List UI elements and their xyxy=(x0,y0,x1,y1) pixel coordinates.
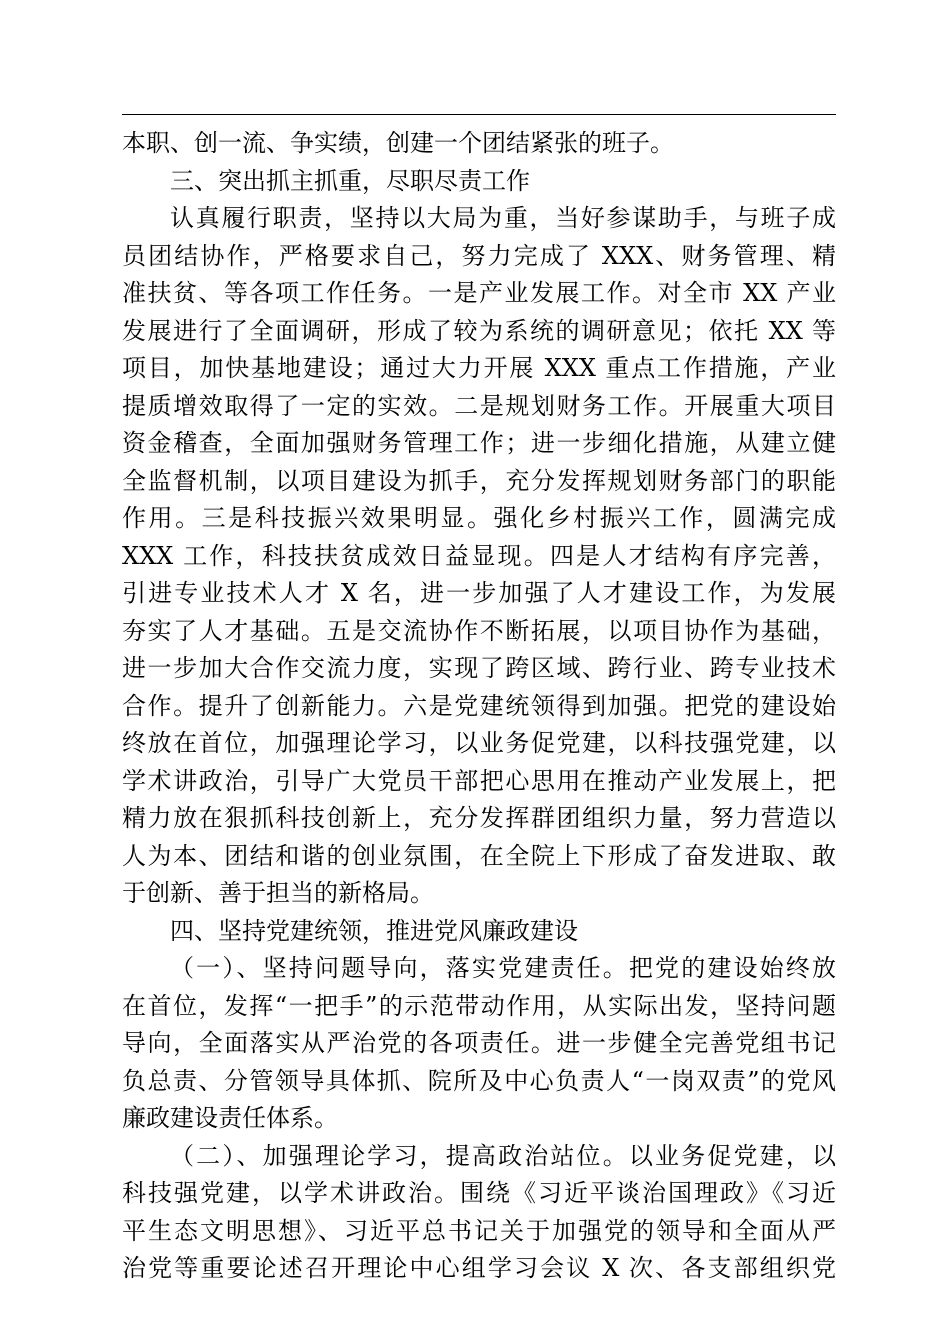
text-line: 项目，加快基地建设；通过大力开展 XXX 重点工作措施，产业 xyxy=(122,354,836,382)
text-line: 夯实了人才基础。五是交流协作不断拓展，以项目协作为基础， xyxy=(122,616,836,645)
text-line: 平生态文明思想》、习近平总书记关于加强党的领导和全面从严 xyxy=(122,1216,836,1245)
text-line: 引进专业技术人才 X 名，进一步加强了人才建设工作，为发展 xyxy=(122,579,836,607)
text-line: 人为本、团结和谐的创业氛围，在全院上下形成了奋发进取、敢 xyxy=(122,841,836,870)
text-line: 全监督机制，以项目建设为抓手，充分发挥规划财务部门的职能 xyxy=(122,466,836,495)
text-line: 资金稽查，全面加强财务管理工作；进一步细化措施，从建立健 xyxy=(122,429,836,457)
text-line: 合作。提升了创新能力。六是党建统领得到加强。把党的建设始 xyxy=(122,691,836,720)
text-line: 于创新、善于担当的新格局。 xyxy=(122,879,434,907)
text-line: （二）、加强理论学习，提高政治站位。以业务促党建，以 xyxy=(170,1141,836,1170)
text-line: 作用。三是科技振兴效果明显。强化乡村振兴工作，圆满完成 xyxy=(122,504,836,532)
text-line: 廉政建设责任体系。 xyxy=(122,1104,338,1132)
text-line: 学术讲政治，引导广大党员干部把心思用在推动产业发展上，把 xyxy=(122,766,836,795)
text-line: 三、突出抓主抓重，尽职尽责工作 xyxy=(170,166,530,195)
text-line: 终放在首位，加强理论学习，以业务促党建，以科技强党建，以 xyxy=(122,729,836,757)
text-line: 进一步加大合作交流力度，实现了跨区域、跨行业、跨专业技术 xyxy=(122,654,836,682)
text-line: 四、坚持党建统领，推进党风廉政建设 xyxy=(170,916,578,945)
text-line: 准扶贫、等各项工作任务。一是产业发展工作。对全市 XX 产业 xyxy=(122,279,836,307)
text-line: 科技强党建，以学术讲政治。围绕《习近平谈治国理政》《习近 xyxy=(122,1179,836,1207)
text-line: （一）、坚持问题导向，落实党建责任。把党的建设始终放 xyxy=(170,954,836,982)
text-line: 提质增效取得了一定的实效。二是规划财务工作。开展重大项目 xyxy=(122,391,836,420)
text-line: 负总责、分管领导具体抓、院所及中心负责人“一岗双责”的党风 xyxy=(122,1066,836,1095)
text-line: 本职、创一流、争实绩，创建一个团结紧张的班子。 xyxy=(122,129,674,157)
text-line: 员团结协作，严格要求自己，努力完成了 XXX、财务管理、精 xyxy=(122,241,836,270)
text-line: 治党等重要论述召开理论中心组学习会议 X 次、各支部组织党 xyxy=(122,1254,836,1282)
text-line: 发展进行了全面调研，形成了较为系统的调研意见；依托 XX 等 xyxy=(122,316,836,345)
text-line: 在首位，发挥“一把手”的示范带动作用，从实际出发，坚持问题 xyxy=(122,991,836,1020)
text-line: 精力放在狠抓科技创新上，充分发挥群团组织力量，努力营造以 xyxy=(122,804,836,832)
document-body xyxy=(122,125,836,1288)
header-rule xyxy=(122,114,836,115)
text-line: XXX 工作，科技扶贫成效日益显现。四是人才结构有序完善， xyxy=(122,541,836,570)
text-line: 导向，全面落实从严治党的各项责任。进一步健全完善党组书记 xyxy=(122,1029,836,1057)
text-line: 认真履行职责，坚持以大局为重，当好参谋助手，与班子成 xyxy=(170,204,836,232)
